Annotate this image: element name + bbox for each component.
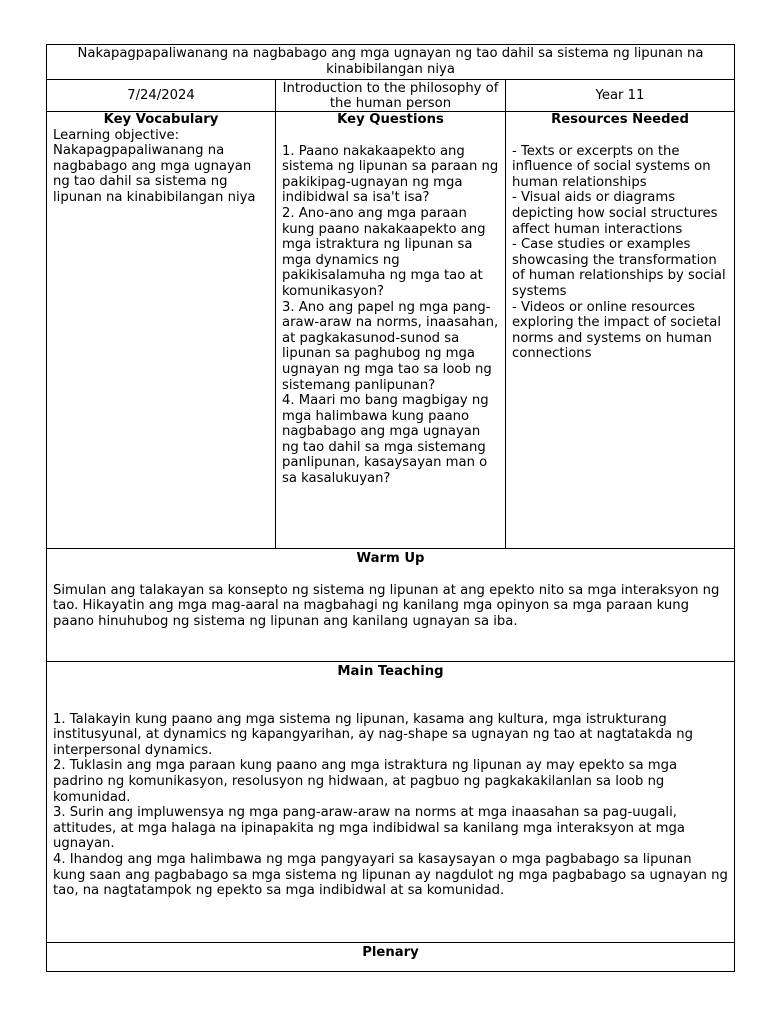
resource-item: - Case studies or examples showcasing the transformation of human relationships by social systems [512, 237, 726, 299]
warm-up-text: Simulan ang talakayan sa konsepto ng sistema ng lipunan at ang epekto nito sa mga interaksyon ng tao. Hikayatin ang mga mag-aaral na magbahagi ng kanilang mga opinyon sa mga paraan kung paano hinuhubog ng sistema ng lipunan ang kanilang ugnayan sa iba. [53, 582, 720, 629]
warm-up-heading: Warm Up [356, 551, 425, 566]
question-item: 4. Maari mo bang magbigay ng mga halimbawa kung paano nagbabago ang mga ugnayan ng tao dahil sa mga sistemang panlipunan, kasaysayan man o sa kasalukuyan? [282, 393, 489, 487]
vocabulary-heading: Key Vocabulary [103, 112, 219, 127]
resource-item: - Texts or excerpts on the influence of social systems on human relationships [512, 143, 711, 190]
questions-column [276, 112, 506, 549]
resource-item: - Videos or online resources exploring the impact of societal norms and systems on human connections [512, 299, 721, 362]
teaching-item: 4. Ihandog ang mga halimbawa ng mga pangyayari sa kasaysayan o mga pagbabago sa lipunan kung saan ang pagbabago sa mga sistema ng lipunan ay nagdulot ng mga pagbabago sa ugnayan ng tao, na nagtatampok ng epekto sa mga indibidwal at sa komunidad. [53, 851, 728, 899]
teaching-item: 3. Surin ang impluwensya ng mga pang-araw-araw na norms at mga inaasahan sa pag-uugali, attitudes, at mga halaga na ipinapakita ng mga indibidwal sa kanilang mga interaksyon at mga ugnayan. [53, 805, 685, 852]
question-item: 1. Paano nakakaapekto ang sistema ng lipunan sa paraan ng pakikipag-ugnayan ng mga indibidwal sa isa't isa? [282, 143, 499, 206]
lesson-date: 7/24/2024 [47, 80, 276, 112]
main-teaching-heading: Main Teaching [337, 664, 444, 679]
lesson-plan-table [46, 44, 735, 972]
learning-objective-text: Nakapagpapaliwanang na nagbabago ang mga ugnayan ng tao dahil sa sistema ng lipunan na kinabibilangan niya [53, 143, 256, 205]
lesson-topic: Introduction to the philosophy of the human person [276, 80, 506, 112]
teaching-item: 1. Talakayin kung paano ang mga sistema ng lipunan, kasama ang kultura, mga istrukturang institusyunal, at dynamics ng kapangyarihan, ay nag-shape sa ugnayan ng tao at nagtatakda ng interpersonal dynamics. [53, 711, 693, 758]
question-item: 3. Ano ang papel ng mga pang-araw-araw na norms, inaasahan, at pagkakasunod-sunod sa lipunan sa paghubog ng mga ugnayan ng mga tao sa loob ng sistemang panlipunan? [282, 299, 499, 393]
resource-item: - Visual aids or diagrams depicting how social structures affect human interactions [512, 190, 718, 237]
resources-heading: Resources Needed [551, 112, 689, 127]
vocabulary-column [47, 112, 276, 549]
lesson-plan-document [46, 44, 734, 972]
warm-up-section [47, 549, 735, 662]
teaching-item: 2. Tuklasin ang mga paraan kung paano ang mga istraktura ng lipunan ay may epekto sa mga padrino ng komunikasyon, resolusyon ng hidwaan, at pagbuo ng pagkakakilanlan sa loob ng komunidad. [53, 758, 678, 805]
learning-objective-label: Learning objective: [53, 127, 180, 143]
plenary-section [47, 943, 735, 972]
resources-column [506, 112, 735, 549]
lesson-title: Nakapagpapaliwanang na nagbabago ang mga ugnayan ng tao dahil sa sistema ng lipunan na kinabibilangan niya [47, 45, 735, 80]
lesson-year: Year 11 [506, 80, 735, 112]
plenary-heading: Plenary [362, 945, 419, 960]
questions-heading: Key Questions [337, 112, 444, 127]
main-teaching-section [47, 662, 735, 943]
question-item: 2. Ano-ano ang mga paraan kung paano nakakaapekto ang mga istraktura ng lipunan sa mga dynamics ng pakikisalamuha ng mga tao at komunikasyon? [282, 205, 486, 299]
